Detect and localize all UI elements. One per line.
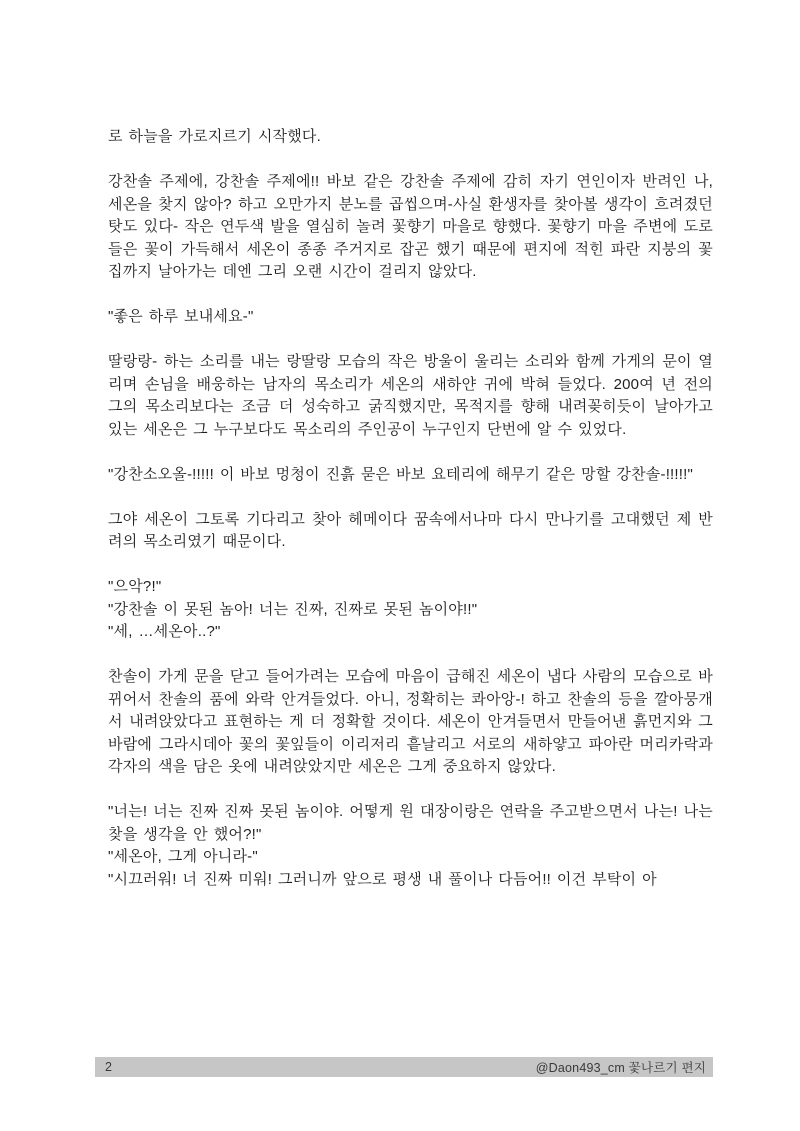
text-line: "강찬소오올-!!!!! 이 바보 멍청이 진흙 묻은 바보 요테리에 해무기 같은 망할 강찬솔-!!!!!" — [108, 465, 694, 483]
paragraph-dialogue — [108, 801, 713, 891]
paragraph — [108, 509, 713, 554]
text-line: 로 하늘을 가로지르기 시작했다. — [108, 128, 321, 145]
text-line: "으악?!" — [108, 578, 162, 595]
paragraph — [108, 171, 713, 284]
paragraph-dialogue — [108, 464, 713, 487]
text-line: "세, …세온아..?" — [108, 623, 221, 640]
text-line: 찬솔이 가게 문을 닫고 들어가려는 모습에 마음이 급해진 세온이 냅다 사람의 모습으로 바뀌어서 찬솔의 품에 와락 안겨들었다. 아니, 정확히는 콰아앙-! 하고 찬솔의 등을 깔아뭉개서 내려앉았다고 표현하는 게 더 정확할 것이다. 세온이 안겨들면서 만들어낸 흙먼지와 그 바람에 그라시데아 꽃의 꽃잎들이 이리저리 흩날리고 서로의 새하얗고 파아란 머리카락과 각자의 색을 담은 옷에 내려앉았지만 세온은 그게 중요하지 않았다. — [108, 668, 713, 775]
text-line: "시끄러워! 너 진짜 미워! 그러니까 앞으로 평생 내 풀이나 다듬어!! 이건 부탁이 아 — [108, 870, 657, 888]
text-line: 그야 세온이 그토록 기다리고 찾아 헤메이다 꿈속에서나마 다시 만나기를 고대했던 제 반려의 목소리였기 때문이다. — [108, 510, 713, 550]
text-line: "강찬솔 이 못된 놈아! 너는 진짜, 진짜로 못된 놈이야!!" — [108, 600, 478, 618]
text-line: 강찬솔 주제에, 강찬솔 주제에!! 바보 같은 강찬솔 주제에 감히 자기 연인이자 반려인 나, 세온을 찾지 않아? 하고 오만가지 분노를 곱씹으며-사실 환생자를 찾아볼 생각이 흐려졌던 탓도 있다- 작은 연두색 발을 열심히 놀려 꽃향기 마을로 향했다. 꽃향기 마을 주변에 도로들은 꽃이 가득해서 세온이 종종 주거지로 잡곤 했기 때문에 편지에 적힌 파란 지붕의 꽃집까지 날아가는 데엔 그리 오랜 시간이 걸리지 않았다. — [108, 173, 713, 280]
footer-credit: @Daon493_cm 꽃나르기 편지 — [535, 1061, 706, 1075]
text-line: "세온아, 그게 아니라-" — [108, 848, 258, 865]
text-line: 딸랑랑- 하는 소리를 내는 랑딸랑 모습의 작은 방울이 울리는 소리와 함께 가게의 문이 열리며 손님을 배웅하는 남자의 목소리가 세온의 새하얀 귀에 박혀 들었다. 200여 년 전의 그의 목소리보다는 조금 더 성숙하고 굵직했지만, 목적지를 향해 내려꽂히듯이 날아가고 있는 세온은 그 누구보다도 목소리의 주인공이 누구인지 단번에 알 수 있었다. — [108, 353, 713, 438]
text-line: "좋은 하루 보내세요-" — [108, 308, 254, 325]
story-text — [108, 126, 713, 891]
paragraph-dialogue — [108, 576, 713, 644]
text-line: "너는! 너는 진짜 진짜 못된 놈이야. 어떻게 원 대장이랑은 연락을 주고받으면서 나는! 나는 찾을 생각을 안 했어?!" — [108, 803, 713, 843]
page-number: 2 — [105, 1060, 113, 1074]
paragraph — [108, 666, 713, 779]
page-footer — [95, 1057, 713, 1077]
paragraph — [108, 351, 713, 441]
paragraph — [108, 126, 713, 149]
paragraph-dialogue — [108, 306, 713, 329]
